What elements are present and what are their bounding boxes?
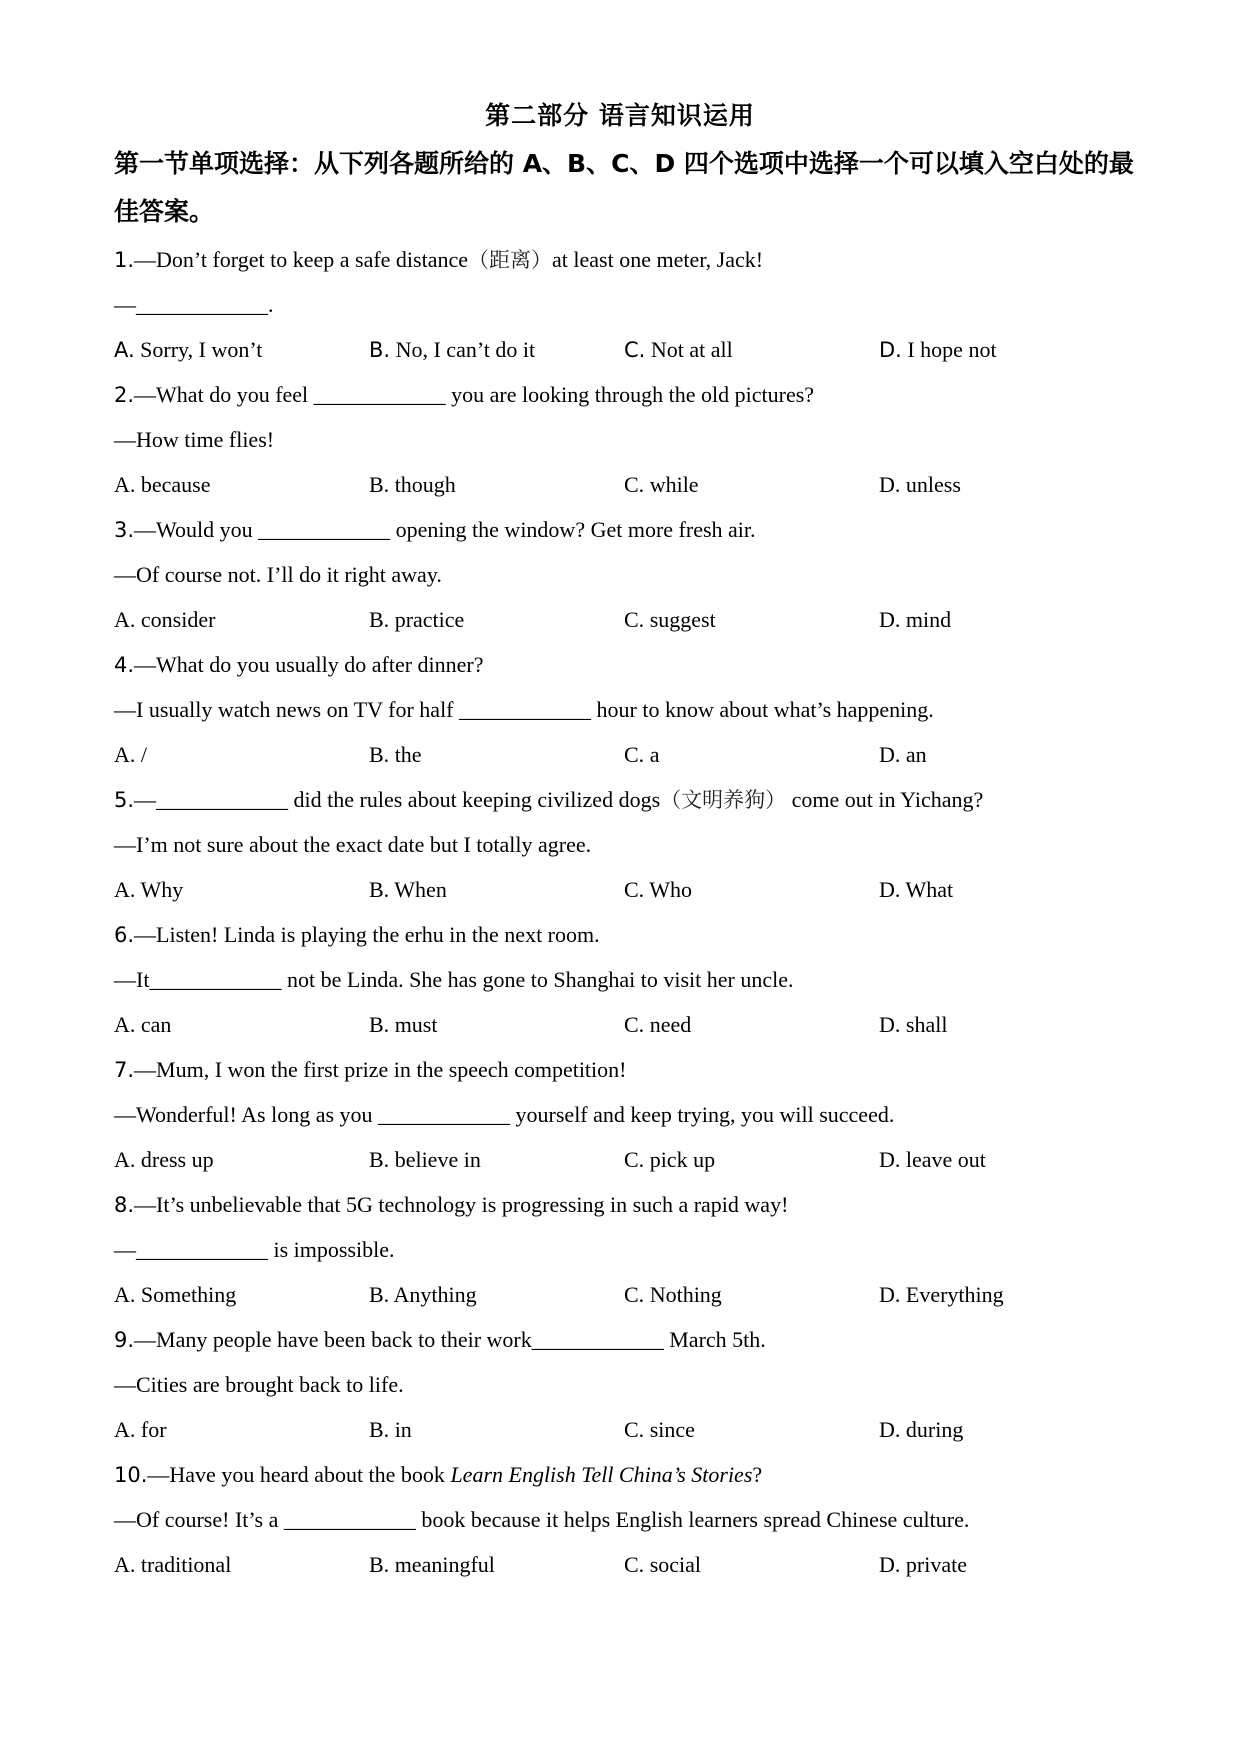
section-instruction: 第一节单项选择：从下列各题所给的 A、B、C、D 四个选项中选择一个可以填入空白处的最佳答案。 (114, 149, 1134, 226)
answer-blank: ____________ (136, 1237, 268, 1262)
option-c: C. pick up (624, 1147, 716, 1172)
question-4-reply: —I usually watch news on TV for half ____________ hour to know about what’s happening. (114, 697, 934, 722)
question-8-prompt: 8.—It’s unbelievable that 5G technology is progressing in such a rapid way! (114, 1192, 789, 1217)
option-a: A. can (114, 1012, 172, 1037)
answer-blank: ____________ (531, 1327, 664, 1352)
answer-blank: ____________ (459, 697, 592, 722)
option-d: D. private (879, 1552, 967, 1577)
option-d: D. unless (879, 472, 961, 497)
question-5-options (114, 867, 1144, 912)
option-a: A. / (114, 742, 148, 767)
question-7-prompt: 7.—Mum, I won the first prize in the speech competition! (114, 1057, 627, 1082)
option-c: C. Who (624, 877, 693, 902)
question-8-options (114, 1272, 1144, 1317)
option-b: B. the (369, 742, 422, 767)
option-a: A. Why (114, 877, 184, 902)
question-6-prompt: 6.—Listen! Linda is playing the erhu in the next room. (114, 922, 600, 947)
question-2-reply: —How time flies! (114, 427, 275, 452)
option-d: D. an (879, 742, 927, 767)
option-d: D. What (879, 877, 954, 902)
answer-blank: ____________ (156, 787, 289, 812)
option-b: B. When (369, 877, 447, 902)
option-c: C. Not at all (624, 337, 733, 362)
question-8-reply: —____________ is impossible. (114, 1237, 395, 1262)
question-10-prompt: 10.—Have you heard about the book Learn English Tell China’s Stories? (114, 1462, 763, 1487)
question-9-reply: —Cities are brought back to life. (114, 1372, 404, 1397)
option-d: D. I hope not (879, 337, 997, 362)
question-1-prompt: 1.—Don’t forget to keep a safe distance（距离）at least one meter, Jack! (114, 247, 764, 272)
question-10-reply: —Of course! It’s a ____________ book because it helps English learners spread Chinese culture. (114, 1507, 970, 1532)
option-c: C. a (624, 742, 660, 767)
option-a: A. dress up (114, 1147, 214, 1172)
option-d: D. Everything (879, 1282, 1004, 1307)
option-b: B. practice (369, 607, 465, 632)
option-b: B. No, I can’t do it (369, 337, 536, 362)
section-title: 第二部分 语言知识运用 (485, 101, 755, 130)
question-9-prompt: 9.—Many people have been back to their work____________ March 5th. (114, 1327, 766, 1352)
question-3-reply: —Of course not. I’ll do it right away. (114, 562, 442, 587)
option-c: C. since (624, 1417, 695, 1442)
question-6-options (114, 1002, 1144, 1047)
option-c: C. social (624, 1552, 702, 1577)
question-5-prompt: 5.—____________ did the rules about keeping civilized dogs（文明养狗） come out in Yichang? (114, 787, 984, 812)
option-c: C. need (624, 1012, 692, 1037)
question-1-reply: —____________. (114, 292, 274, 317)
answer-blank: ____________ (149, 967, 282, 992)
question-2-options (114, 462, 1144, 507)
option-a: A. Sorry, I won’t (114, 337, 263, 362)
option-d: D. shall (879, 1012, 948, 1037)
option-a: A. for (114, 1417, 167, 1442)
question-1-options (114, 327, 1144, 372)
option-a: A. consider (114, 607, 216, 632)
question-9-options (114, 1407, 1144, 1452)
option-a: A. because (114, 472, 211, 497)
option-b: B. believe in (369, 1147, 481, 1172)
question-3-prompt: 3.—Would you ____________ opening the window? Get more fresh air. (114, 517, 756, 542)
option-c: C. while (624, 472, 699, 497)
answer-blank: ____________ (258, 517, 391, 542)
question-5-reply: —I’m not sure about the exact date but I totally agree. (114, 832, 592, 857)
question-2-prompt: 2.—What do you feel ____________ you are looking through the old pictures? (114, 382, 815, 407)
question-list (114, 237, 1144, 1587)
book-title: Learn English Tell China’s Stories (450, 1462, 753, 1487)
option-d: D. mind (879, 607, 952, 632)
option-b: B. Anything (369, 1282, 477, 1307)
question-6-reply: —It____________ not be Linda. She has gone to Shanghai to visit her uncle. (114, 967, 794, 992)
question-4-options (114, 732, 1144, 777)
option-b: B. in (369, 1417, 412, 1442)
option-a: A. traditional (114, 1552, 232, 1577)
option-c: C. Nothing (624, 1282, 722, 1307)
option-b: B. meaningful (369, 1552, 495, 1577)
option-b: B. must (369, 1012, 438, 1037)
question-3-options (114, 597, 1144, 642)
answer-blank: ____________ (313, 382, 446, 407)
answer-blank: ____________ (378, 1102, 511, 1127)
answer-blank: ____________ (283, 1507, 416, 1532)
option-d: D. during (879, 1417, 964, 1442)
option-d: D. leave out (879, 1147, 986, 1172)
option-b: B. though (369, 472, 456, 497)
question-4-prompt: 4.—What do you usually do after dinner? (114, 652, 484, 677)
answer-blank: ____________ (136, 292, 268, 317)
option-c: C. suggest (624, 607, 716, 632)
question-7-options (114, 1137, 1144, 1182)
option-a: A. Something (114, 1282, 237, 1307)
question-7-reply: —Wonderful! As long as you ____________ yourself and keep trying, you will succeed. (114, 1102, 895, 1127)
question-10-options (114, 1542, 1144, 1587)
